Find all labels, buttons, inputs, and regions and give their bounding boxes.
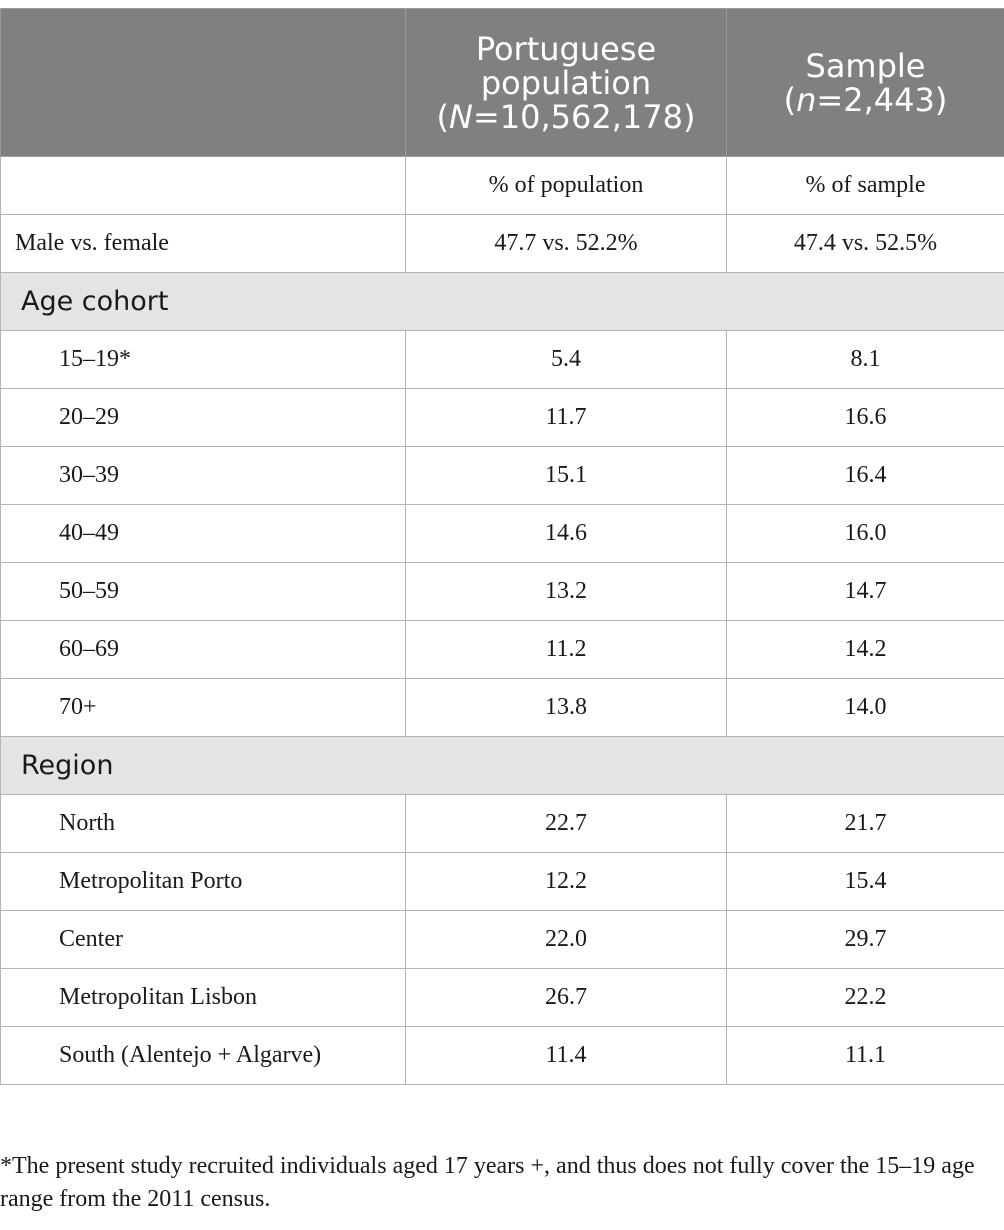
header-population-line-1: Portuguese (475, 29, 657, 68)
row-sample-value: 16.0 (727, 505, 1004, 563)
row-sample-value: 16.6 (727, 389, 1004, 447)
table-row (1, 679, 1004, 737)
table-row (1, 389, 1004, 447)
header-population-size: (N=10,562,178) (436, 97, 696, 136)
row-sample-value: 16.4 (727, 447, 1004, 505)
row-population-value: 5.4 (406, 331, 727, 389)
sex-row-sample: 47.4 vs. 52.5% (727, 215, 1004, 273)
row-sample-value: 11.1 (727, 1027, 1004, 1085)
row-population-value: 11.7 (406, 389, 727, 447)
row-label: 70+ (1, 679, 406, 737)
row-sample-value: 14.7 (727, 563, 1004, 621)
row-label: 15–19* (1, 331, 406, 389)
sex-row-label: Male vs. female (1, 215, 406, 273)
table-footnote: *The present study recruited individuals aged 17 years +, and thus does not fully cover the 15–19 age range from the 2011 census. (0, 1153, 975, 1212)
row-label: 30–39 (1, 447, 406, 505)
row-population-value: 15.1 (406, 447, 727, 505)
subheader-population: % of population (406, 157, 727, 215)
row-sample-value: 22.2 (727, 969, 1004, 1027)
header-sample-size: (n=2,443) (783, 80, 948, 119)
table-row (1, 969, 1004, 1027)
row-population-value: 22.7 (406, 795, 727, 853)
section-header-row (1, 273, 1004, 331)
header-sample (727, 9, 1004, 157)
row-sample-value: 15.4 (727, 853, 1004, 911)
row-sample-value: 8.1 (727, 331, 1004, 389)
section-header-row (1, 737, 1004, 795)
row-population-value: 11.2 (406, 621, 727, 679)
table-row (1, 795, 1004, 853)
row-sample-value: 29.7 (727, 911, 1004, 969)
header-population-line-2: population (480, 63, 652, 102)
row-label: North (1, 795, 406, 853)
row-sample-value: 14.0 (727, 679, 1004, 737)
row-population-value: 26.7 (406, 969, 727, 1027)
row-label: 50–59 (1, 563, 406, 621)
row-label: 20–29 (1, 389, 406, 447)
row-sample-value: 14.2 (727, 621, 1004, 679)
subheader-sample: % of sample (727, 157, 1004, 215)
table-row (1, 853, 1004, 911)
table-row (1, 621, 1004, 679)
demographics-table (0, 8, 1004, 1085)
row-label: 60–69 (1, 621, 406, 679)
subheader-row (1, 157, 1004, 215)
row-population-value: 14.6 (406, 505, 727, 563)
header-empty-cell (1, 9, 406, 157)
row-label: Metropolitan Porto (1, 853, 406, 911)
table-row (1, 447, 1004, 505)
header-portuguese-population (406, 9, 727, 157)
row-population-value: 12.2 (406, 853, 727, 911)
table-row (1, 331, 1004, 389)
section-title: Age cohort (1, 273, 1004, 331)
row-population-value: 11.4 (406, 1027, 727, 1085)
table-row (1, 563, 1004, 621)
table-row (1, 911, 1004, 969)
row-label: Metropolitan Lisbon (1, 969, 406, 1027)
sex-row (1, 215, 1004, 273)
row-label: 40–49 (1, 505, 406, 563)
row-sample-value: 21.7 (727, 795, 1004, 853)
row-population-value: 13.2 (406, 563, 727, 621)
row-label: South (Alentejo + Algarve) (1, 1027, 406, 1085)
subheader-empty-cell (1, 157, 406, 215)
table-row (1, 1027, 1004, 1085)
table-row (1, 505, 1004, 563)
header-sample-line-1: Sample (805, 46, 926, 85)
section-title: Region (1, 737, 1004, 795)
row-population-value: 22.0 (406, 911, 727, 969)
sex-row-population: 47.7 vs. 52.2% (406, 215, 727, 273)
row-population-value: 13.8 (406, 679, 727, 737)
table-header-row (1, 9, 1004, 157)
row-label: Center (1, 911, 406, 969)
